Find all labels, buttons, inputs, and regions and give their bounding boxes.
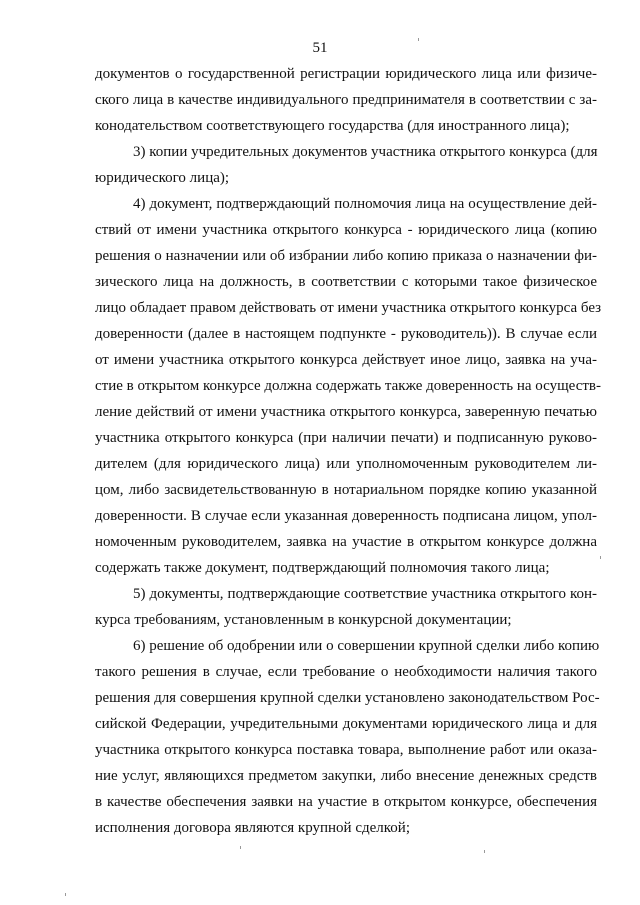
text-line: участника открытого конкурса (при наличии печати) и подписанную руково-: [95, 430, 597, 446]
text-line: сийской Федерации, учредительными документами юридического лица и для: [95, 716, 597, 732]
text-line: юридического лица);: [95, 170, 230, 186]
text-line: содержать также документ, подтверждающий полномочия такого лица;: [95, 560, 550, 576]
text-line: решения для совершения крупной сделки установлено законодательством Рос-: [95, 690, 600, 706]
text-line: доверенности. В случае если указанная доверенность подписана лицом, упол-: [95, 508, 597, 524]
text-line: исполнения договора являются крупной сделкой;: [95, 820, 410, 836]
paragraph: [95, 581, 597, 633]
text-line: такого решения в случае, если требование о необходимости наличия такого: [95, 664, 597, 680]
text-line: ние услуг, являющихся предметом закупки, либо внесение денежных средств: [95, 768, 597, 784]
text-line: в качестве обеспечения заявки на участие в открытом конкурсе, обеспечения: [95, 794, 597, 810]
paragraph: [95, 61, 597, 139]
paragraph: [95, 139, 597, 191]
text-line: зического лица на должность, в соответствии с которыми такое физическое: [95, 274, 597, 290]
scan-speck: [240, 846, 241, 849]
text-line: лицо обладает правом действовать от имени участника открытого конкурса без: [95, 300, 602, 316]
text-line: от имени участника открытого конкурса действует иное лицо, заявка на уча-: [95, 352, 597, 368]
text-line: 3) копии учредительных документов участника открытого конкурса (для: [133, 144, 598, 160]
text-line: курса требованиям, установленным в конкурсной документации;: [95, 612, 512, 628]
document-body: [95, 61, 602, 841]
text-line: 6) решение об одобрении или о совершении крупной сделки либо копию: [133, 638, 600, 654]
text-line: номоченным руководителем, заявка на участие в открытом конкурсе должна: [95, 534, 597, 550]
text-line: ление действий от имени участника открытого конкурса, заверенную печатью: [95, 404, 597, 420]
scan-speck: [484, 850, 485, 853]
text-line: конодательством соответствующего государства (для иностранного лица);: [95, 118, 570, 134]
text-line: стие в открытом конкурсе должна содержать также доверенность на осуществ-: [95, 378, 601, 394]
scan-speck: [65, 893, 66, 896]
text-line: дителем (для юридического лица) или уполномоченным руководителем ли-: [95, 456, 597, 472]
text-line: решения о назначении или об избрании либо копию приказа о назначении фи-: [95, 248, 597, 264]
paragraph: [95, 191, 602, 581]
text-line: цом, либо засвидетельствованную в нотариальном порядке копию указанной: [95, 482, 597, 498]
text-line: документов о государственной регистрации юридического лица или физиче-: [95, 66, 597, 82]
text-line: доверенности (далее в настоящем подпункте - руководитель)). В случае если: [95, 326, 597, 342]
text-line: ского лица в качестве индивидуального предпринимателя в соответствии с за-: [95, 92, 597, 108]
scan-speck: [600, 556, 601, 559]
text-line: ствий от имени участника открытого конкурса - юридического лица (копию: [95, 222, 597, 238]
text-line: 4) документ, подтверждающий полномочия лица на осуществление дей-: [133, 196, 597, 212]
text-line: участника открытого конкурса поставка товара, выполнение работ или оказа-: [95, 742, 597, 758]
paragraph: [95, 633, 600, 841]
page-number: 51: [312, 40, 328, 56]
scan-speck: [418, 38, 419, 41]
text-line: 5) документы, подтверждающие соответствие участника открытого кон-: [133, 586, 597, 602]
